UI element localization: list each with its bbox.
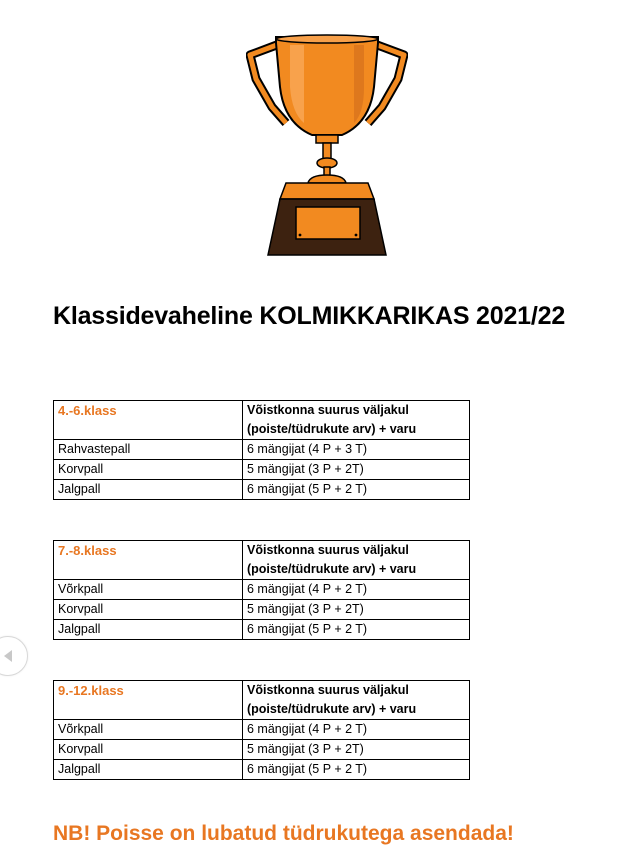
table-row — [54, 740, 470, 760]
column-header: Võistkonna suurus väljakul (poiste/tüdrukute arv) + varu — [243, 401, 470, 440]
sport-cell: Korvpall — [54, 600, 243, 620]
table-row — [54, 580, 470, 600]
table-header-row — [54, 541, 470, 580]
team-size-cell: 6 mängijat (5 P + 2 T) — [243, 760, 470, 780]
note-text: NB! Poisse on lubatud tüdrukutega asendada! — [53, 822, 514, 845]
table-row — [54, 720, 470, 740]
team-size-cell: 6 mängijat (5 P + 2 T) — [243, 620, 470, 640]
sport-cell: Jalgpall — [54, 620, 243, 640]
team-size-table-grade-7-8 — [53, 540, 470, 640]
previous-page-button[interactable] — [0, 636, 28, 676]
table-row — [54, 440, 470, 460]
table-row — [54, 460, 470, 480]
team-size-cell: 5 mängijat (3 P + 2T) — [243, 460, 470, 480]
sport-cell: Jalgpall — [54, 760, 243, 780]
chevron-left-icon — [1, 648, 15, 664]
table-row — [54, 620, 470, 640]
table-row — [54, 600, 470, 620]
team-size-table-grade-9-12 — [53, 680, 470, 780]
team-size-cell: 6 mängijat (4 P + 2 T) — [243, 720, 470, 740]
grade-label: 4.-6.klass — [54, 401, 243, 440]
team-size-table-grade-4-6 — [53, 400, 470, 500]
team-size-cell: 5 mängijat (3 P + 2T) — [243, 740, 470, 760]
grade-label: 9.-12.klass — [54, 681, 243, 720]
sport-cell: Korvpall — [54, 740, 243, 760]
table-row — [54, 480, 470, 500]
sport-cell: Korvpall — [54, 460, 243, 480]
trophy-icon — [246, 27, 408, 257]
table-header-row — [54, 681, 470, 720]
page-title: Klassidevaheline KOLMIKKARIKAS 2021/22 — [53, 302, 566, 330]
team-size-cell: 6 mängijat (4 P + 2 T) — [243, 580, 470, 600]
grade-label: 7.-8.klass — [54, 541, 243, 580]
table-row — [54, 760, 470, 780]
team-size-cell: 5 mängijat (3 P + 2T) — [243, 600, 470, 620]
team-size-cell: 6 mängijat (5 P + 2 T) — [243, 480, 470, 500]
column-header: Võistkonna suurus väljakul (poiste/tüdrukute arv) + varu — [243, 681, 470, 720]
sport-cell: Võrkpall — [54, 580, 243, 600]
table-header-row — [54, 401, 470, 440]
sport-cell: Rahvastepall — [54, 440, 243, 460]
team-size-cell: 6 mängijat (4 P + 3 T) — [243, 440, 470, 460]
column-header: Võistkonna suurus väljakul (poiste/tüdrukute arv) + varu — [243, 541, 470, 580]
sport-cell: Võrkpall — [54, 720, 243, 740]
sport-cell: Jalgpall — [54, 480, 243, 500]
